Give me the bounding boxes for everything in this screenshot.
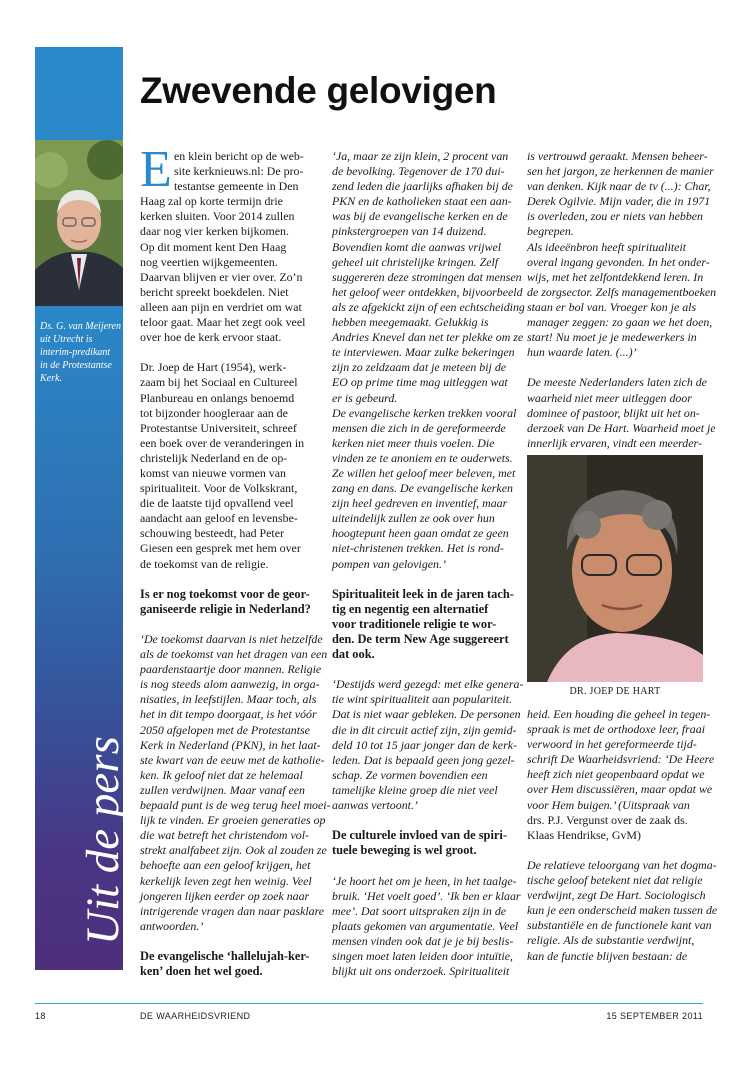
text-line: Op dit moment kent Den Haag [140, 239, 287, 254]
text-line: een boek over de veranderingen in [140, 435, 305, 450]
text-line: was bij de evangelische kerken en de [332, 209, 508, 224]
text-line: Dr. Joep de Hart (1954), werk- [140, 360, 287, 375]
text-line: deld 10 tot 15 jaar jonger dan de kerk- [332, 737, 517, 752]
text-line: spraak is met de orthodoxe leer, fraai [527, 722, 706, 737]
paragraph-gap [527, 360, 709, 375]
text-line: hebben meegemaakt. Gelukkig is [332, 315, 489, 330]
text-line: ken’ doen het wel goed. [140, 964, 263, 979]
text-line: kun je een onderscheid maken tussen de [527, 903, 718, 918]
text-line: dat ook. [332, 647, 375, 662]
text-line: strekt analfabeet zijn. Ook al zouden ze [140, 843, 327, 858]
caption-line: in de Protestantse [40, 360, 112, 371]
text-line: is overleden, zou er niets van hebben [527, 209, 704, 224]
text-line: spiritualiteit. Voor de Volkskrant, [140, 481, 298, 496]
text-line: en klein bericht op de web- [174, 149, 304, 163]
footer-rule [35, 1003, 703, 1004]
text-line: voor traditionele religie te wor- [332, 616, 497, 631]
article-column-2 [332, 149, 525, 979]
text-line: substantiële en de functionele kant van [527, 918, 712, 933]
text-line: manager zeggen: zo gaan we het doen, [527, 315, 713, 330]
text-line: Als ideeënbron heeft spiritualiteit [527, 239, 687, 254]
paragraph-gap [140, 345, 322, 360]
text-line: heid. Een houding die geheel in tegen- [527, 707, 711, 721]
text-line: tuele beweging is wel groot. [332, 843, 477, 858]
text-line: nog veertien wijkgemeenten. [140, 254, 278, 269]
text-line: ganiseerde religie in Nederland? [140, 601, 311, 616]
paragraph [527, 857, 718, 964]
text-line: ‘Ja, maar ze zijn klein, 2 procent van [332, 149, 509, 163]
text-line: pompen van gelovigen.’ [332, 556, 446, 571]
text-line: zijn zo zeldzaam dat je meteen bij de [332, 360, 507, 375]
text-line: die wat betreft het christendom vol- [140, 828, 309, 843]
photo-caption: DR. JOEP DE HART [569, 686, 661, 697]
text-line: aandacht aan geloof en levensbe- [140, 511, 298, 526]
issue-date: 15 SEPTEMBER 2011 [606, 1011, 703, 1021]
paragraph [140, 360, 322, 571]
paragraph [332, 149, 525, 572]
text-line: bruik. ‘Het voelt goed’. ‘Ik ben er klaar [332, 888, 521, 903]
text-line: tamelijke kleine groep die niet veel [332, 782, 498, 797]
text-line: intrigerende vragen dan naar pasklare [140, 903, 325, 918]
text-line: De evangelische kerken trekken vooral [332, 405, 517, 420]
text-line: tische geloof betekent niet dat religie [527, 873, 703, 888]
text-line: Ze willen het geloof meer beleven, met [332, 465, 516, 480]
text-line: die in dit circuit actief zijn, zijn gemid- [332, 722, 517, 737]
article-column-3-bottom [527, 707, 718, 964]
text-line: testantse gemeente in Den [174, 179, 299, 194]
text-line: hun waarde laten. (...)’ [527, 345, 637, 360]
caption-line: uit Utrecht is [40, 334, 93, 345]
text-line: tot bijzonder hoogleraar aan de [140, 405, 288, 420]
paragraph [527, 149, 717, 360]
author-caption [40, 320, 122, 385]
text-line: derzoek van De Hart. Waarheid moet je [527, 420, 716, 435]
paragraph-gap [332, 858, 514, 873]
text-line: mee’. Dat soort uitspraken zijn in de [332, 903, 507, 918]
text-line: uiteindelijk zullen ze ook over hun [332, 511, 495, 526]
text-line: verdwijnt, zegt De Hart. Sociologisch [527, 888, 706, 903]
text-line: kerkelijk leven zegt hen weinig. Veel [140, 873, 312, 888]
publication-name: DE WAARHEIDSVRIEND [140, 1011, 251, 1021]
text-line: mensen die zich in de gereformeerde [332, 420, 506, 435]
text-line: over hoe de kerk ervoor staat. [140, 330, 282, 345]
paragraph [527, 707, 715, 813]
text-line: er is gebeurd. [332, 390, 398, 405]
paragraph [527, 813, 709, 843]
text-line: tig en negentig een alternatief [332, 601, 489, 616]
text-line: over Hem discussiëren, maar opdat we [527, 782, 713, 797]
text-line: site kerknieuws.nl: De pro- [174, 164, 304, 179]
text-line: zijn heel gedreven en inventief, maar [332, 496, 508, 511]
text-line: tie wint spiritualiteit aan populariteit. [332, 692, 513, 707]
text-line: paardenstaartje door mannen. Religie [140, 662, 322, 677]
text-line: zullen verdwijnen. Maar vanaf een [140, 782, 305, 797]
text-line: behoefte aan een geloof krijgen, het [140, 858, 311, 873]
text-line: is vertrouwd geraakt. Mensen beheer- [527, 149, 708, 163]
interview-question [332, 587, 514, 662]
text-line: innerlijk ervaren, vindt een meerder- [527, 435, 702, 450]
text-line: christelijk Nederland en de op- [140, 450, 288, 465]
paragraph [527, 375, 716, 450]
text-line: aanwas vertoont.’ [332, 798, 418, 813]
article-title: Zwevende gelovigen [140, 70, 497, 111]
text-line: bericht spreekt boekdelen. Niet [140, 284, 289, 299]
text-line: die de laatste tijd opvallend veel [140, 496, 294, 511]
caption-line: interim-predikant [40, 347, 111, 358]
text-line: Haag zal op korte termijn drie [140, 194, 283, 209]
text-line: zend leden die jaarlijks afhaken bij de [332, 179, 513, 194]
text-line: teloor gaat. Maar het zegt ook veel [140, 315, 306, 330]
text-line: als ze afgekickt zijn of een echtscheiding [332, 299, 525, 314]
paragraph [332, 873, 521, 980]
drop-cap: E [140, 141, 172, 198]
text-line: kan de functie blijven bestaan: de [527, 948, 688, 963]
paragraph-gap [140, 934, 322, 949]
text-line: Dat is niet waar gebleken. De personen [332, 707, 521, 722]
text-line: alleen aan pijn en verdriet om wat [140, 299, 302, 314]
text-line: het in dit tempo doorgaat, is het vóór [140, 707, 317, 722]
text-line: Kerk in Nederland (PKN), in het laat- [140, 737, 321, 752]
text-line: Daarvan blijven er vier over. Zo’n [140, 269, 303, 284]
text-line: Spiritualiteit leek in de jaren tach- [332, 586, 514, 601]
text-line: niet-christenen trekken. Het is rond- [332, 541, 504, 556]
text-line: ‘Je hoort het om je heen, in het taalge- [332, 873, 517, 888]
text-line: verwoord in het gereformeerde tijd- [527, 737, 697, 752]
text-line: De culturele invloed van de spiri- [332, 828, 507, 843]
text-line: ‘De toekomst daarvan is niet hetzelfde [140, 632, 323, 646]
author-photo [35, 140, 123, 306]
text-line: Is er nog toekomst voor de geor- [140, 586, 310, 601]
caption-line: Ds. G. van Meijeren [40, 321, 121, 332]
text-line: Protestantse Universiteit, schreef [140, 420, 297, 435]
text-line: Andries Knevel dan net ter plekke om ze [332, 330, 524, 345]
text-line: antwoorden.’ [140, 918, 204, 933]
text-line: zang en dans. De evangelische kerken [332, 481, 513, 496]
text-line: daar nog vier kerken bijkomen. [140, 224, 289, 239]
text-line: Bovendien komt die aanwas vrijwel [332, 239, 502, 254]
text-line: schrift De Waarheidsvriend: ‘De Heere [527, 752, 715, 767]
text-line: den. De term New Age suggereert [332, 632, 509, 646]
text-line: De evangelische ‘hallelujah-ker- [140, 948, 310, 963]
text-line: sen het jargon, ze herkennen de manier [527, 164, 714, 179]
text-line: singen moet laten leiden door intuïtie, [332, 948, 513, 963]
text-line: Planbureau en onlangs benoemd [140, 390, 295, 405]
text-line: drs. P.J. Vergunst over de zaak ds. [527, 812, 688, 827]
text-line: begrepen. [527, 224, 574, 239]
text-line: schouwing besteedt, had Peter [140, 526, 284, 541]
text-line: ken. Ik geloof niet dat ze helemaal [140, 767, 303, 782]
text-line: zaam bij het Sociaal en Cultureel [140, 375, 298, 390]
text-line: mensen vinden ook dat je je bij beslis- [332, 933, 514, 948]
text-line: EO op prime time mag uitleggen wat [332, 375, 508, 390]
text-line: religie. Als de substantie verdwijnt, [527, 933, 695, 948]
text-line: te interviewen. Maar zulke bekeringen [332, 345, 515, 360]
interviewee-photo [527, 455, 703, 682]
text-line: 2050 afgelopen met de Protestantse [140, 722, 310, 737]
paragraph-gap [140, 572, 322, 587]
text-line: blijkt uit ons onderzoek. Spiritualiteit [332, 964, 510, 979]
text-line: dominee of pastoor, blijkt uit het on- [527, 405, 700, 420]
text-line: nisaties, in leefstijlen. Maar toch, als [140, 692, 317, 707]
text-line: De meeste Nederlanders laten zich de [527, 375, 707, 390]
interview-question [140, 949, 322, 979]
text-line: leden. Dat is bepaald geen jong gezel- [332, 752, 515, 767]
paragraph-gap [527, 843, 709, 858]
article-column-3-top [527, 149, 717, 451]
text-line: van denken. Kijk naar de tv (...): Char, [527, 179, 711, 194]
paragraph-gap [332, 813, 514, 828]
paragraph-gap [332, 662, 514, 677]
text-line: ste kwart van de eeuw met de katholie- [140, 752, 325, 767]
page-number: 18 [35, 1011, 46, 1021]
text-line: heeft zich niet geopenbaard opdat we [527, 767, 705, 782]
text-line: het geloof weer ontdekken, bijvoorbeeld [332, 284, 523, 299]
text-line: geheel uit christelijke kringen. Zelf [332, 254, 499, 269]
text-line: vinden ze te anoniem en te ouderwets. [332, 450, 513, 465]
text-line: bepaald punt is de weg terug heel moei- [140, 798, 331, 813]
text-line: schap. Ze vormen bovendien een [332, 767, 488, 782]
text-line: komst van nieuwe vormen van [140, 465, 286, 480]
text-line: hoogtepunt heen gaan omdat ze geen [332, 526, 509, 541]
text-line: voor Hem buigen.’ (Uitspraak van [527, 797, 690, 812]
text-line: lijk te vinden. Er groeien generaties op [140, 813, 326, 828]
interview-question [332, 828, 514, 858]
text-line: suggereren deze stromingen dat mensen [332, 269, 522, 284]
text-line: waarheid niet meer uitleggen door [527, 390, 692, 405]
text-line: pinkstergroepen van 14 duizend. [332, 224, 487, 239]
text-line: als de toekomst van het dragen van een [140, 647, 328, 662]
text-line: plaats gekomen van argumentatie. Veel [332, 918, 519, 933]
text-line: staan er bol van. Vroeger kon je als [527, 299, 697, 314]
text-line: de toekomst van de religie. [140, 556, 269, 571]
text-line: de zorgsector. Zelfs managementboeken [527, 284, 717, 299]
paragraph [140, 632, 331, 934]
article-column-1 [140, 149, 331, 979]
text-line: Giesen een gesprek met hem over [140, 541, 301, 556]
text-line: de bevolking. Tegenover de 170 dui- [332, 164, 505, 179]
text-line: ‘Destijds werd gezegd: met elke genera- [332, 677, 524, 692]
text-line: jongeren lijken eerder op zoek naar [140, 888, 310, 903]
caption-line: Kerk. [40, 373, 62, 384]
paragraph-gap [140, 617, 322, 632]
paragraph [332, 677, 524, 813]
text-line: kerken sluiten. Voor 2014 zullen [140, 209, 295, 224]
text-line: wijs, met het zelfontdekkend leren. In [527, 269, 704, 284]
paragraph [140, 149, 322, 345]
text-line: Derek Ogilvie. Mijn vader, die in 1971 [527, 194, 711, 209]
interview-question [140, 587, 322, 617]
text-line: Klaas Hendrikse, GvM) [527, 827, 641, 842]
text-line: is nog steeds alom aanwezig, in orga- [140, 677, 320, 692]
section-label: Uit de pers [77, 736, 129, 945]
paragraph-gap [332, 572, 514, 587]
text-line: overal ingang gevonden. In het onder- [527, 254, 710, 269]
text-line: PKN en de katholieken staat een aan- [332, 194, 512, 209]
text-line: De relatieve teloorgang van het dogma- [527, 857, 717, 872]
text-line: kerken niet meer thuis voelen. Die [332, 435, 495, 450]
text-line: start! Nu moet je je medewerkers in [527, 330, 697, 345]
